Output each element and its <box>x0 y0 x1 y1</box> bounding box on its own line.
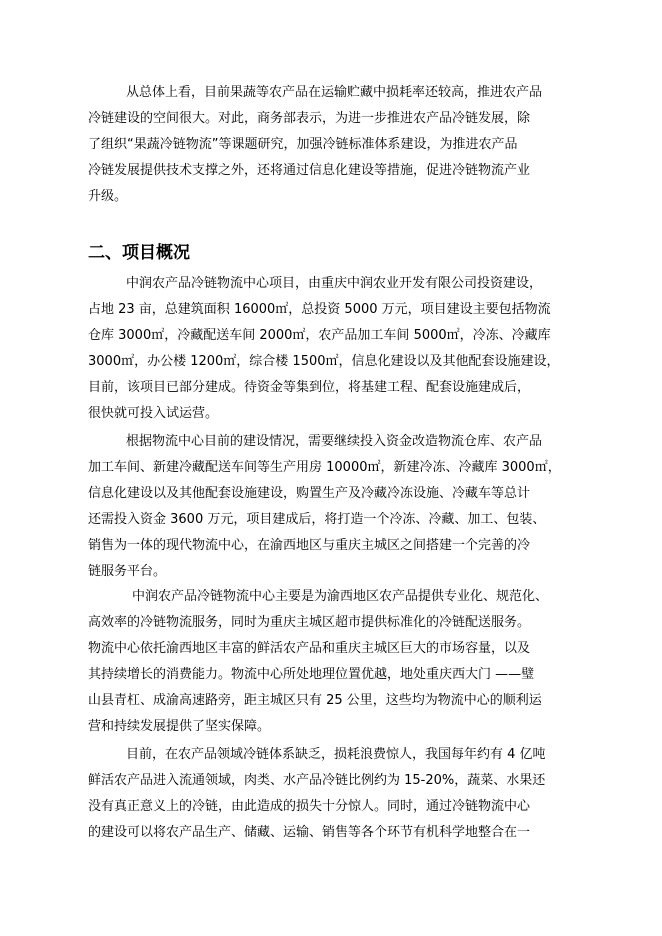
p3-line-3: 物流中心依托渝西地区丰富的鲜活农产品和重庆主城区巨大的市场容量，以及 <box>88 641 531 656</box>
p3-line-1: 中润农产品冷链物流中心主要是为渝西地区农产品提供专业化、规范化、 <box>132 589 549 604</box>
intro-line-5: 升级。 <box>88 189 128 204</box>
p2-line-3: 信息化建设以及其他配套设施建设，购置生产及冷藏冷冻设施、冷藏车等总计 <box>88 486 531 501</box>
intro-line-4: 冷链发展提供技术支撑之外，还将通过信息化建设等措施，促进冷链物流产业 <box>88 163 531 178</box>
p2-line-2: 加工车间、新建冷藏配送车间等生产用房 10000㎡，新建冷冻、冷藏库 3000㎡， <box>88 460 561 475</box>
p3-line-6: 营和持续发展提供了坚实保障。 <box>88 719 271 734</box>
p3-line-2: 高效率的冷链物流服务，同时为重庆主城区超市提供标准化的冷链配送服务。 <box>88 615 531 630</box>
p1-line-3: 仓库 3000㎡，冷藏配送车间 2000㎡，农产品加工车间 5000㎡，冷冻、冷藏库 <box>88 328 551 343</box>
section-heading: 二、项目概况 <box>88 243 190 263</box>
p4-line-1: 目前，在农产品领域冷链体系缺乏，损耗浪费惊人，我国每年约有 4 亿吨 <box>126 747 546 762</box>
p4-line-2: 鲜活农产品进入流通领域，肉类、水产品冷链比例约为 15-20%，蔬菜、水果还 <box>88 773 546 788</box>
p1-line-5: 目前，该项目已部分建成。待资金等集到位，将基建工程、配套设施建成后， <box>88 380 531 395</box>
p3-line-5: 山县青杠、成渝高速路旁，距主城区只有 25 公里，这些均为物流中心的顺利运 <box>88 693 542 708</box>
p2-line-4: 还需投入资金 3600 万元，项目建成后，将打造一个冷冻、冷藏、加工、包装、 <box>88 512 546 527</box>
intro-line-1: 从总体上看，目前果蔬等农产品在运输贮藏中损耗率还较高，推进农产品 <box>126 85 543 100</box>
p2-line-1: 根据物流中心目前的建设情况，需要继续投入资金改造物流仓库、农产品 <box>126 434 543 449</box>
p1-line-4: 3000㎡，办公楼 1200㎡，综合楼 1500㎡，信息化建设以及其他配套设施建设， <box>88 354 560 369</box>
p4-line-4: 的建设可以将农产品生产、储藏、运输、销售等各个环节有机科学地整合在一 <box>88 825 531 840</box>
p3-line-4: 其持续增长的消费能力。物流中心所处地理位置优越，地处重庆西大门 ——璧 <box>88 667 535 682</box>
p4-line-3: 没有真正意义上的冷链，由此造成的损失十分惊人。同时，通过冷链物流中心 <box>88 799 531 814</box>
p1-line-2: 占地 23 亩，总建筑面积 16000㎡，总投资 5000 万元，项目建设主要包括物流 <box>88 302 551 317</box>
intro-line-3: 了组织“果蔬冷链物流”等课题研究，加强冷链标准体系建设，为推进农产品 <box>88 137 518 152</box>
p1-line-1: 中润农产品冷链物流中心项目，由重庆中润农业开发有限公司投资建设， <box>126 276 543 291</box>
p1-line-6: 很快就可投入试运营。 <box>88 406 219 421</box>
p2-line-6: 链服务平台。 <box>88 564 167 579</box>
p2-line-5: 销售为一体的现代物流中心，在渝西地区与重庆主城区之间搭建一个完善的冷 <box>88 538 531 553</box>
intro-line-2: 冷链建设的空间很大。对此，商务部表示，为进一步推进农产品冷链发展，除 <box>88 111 531 126</box>
